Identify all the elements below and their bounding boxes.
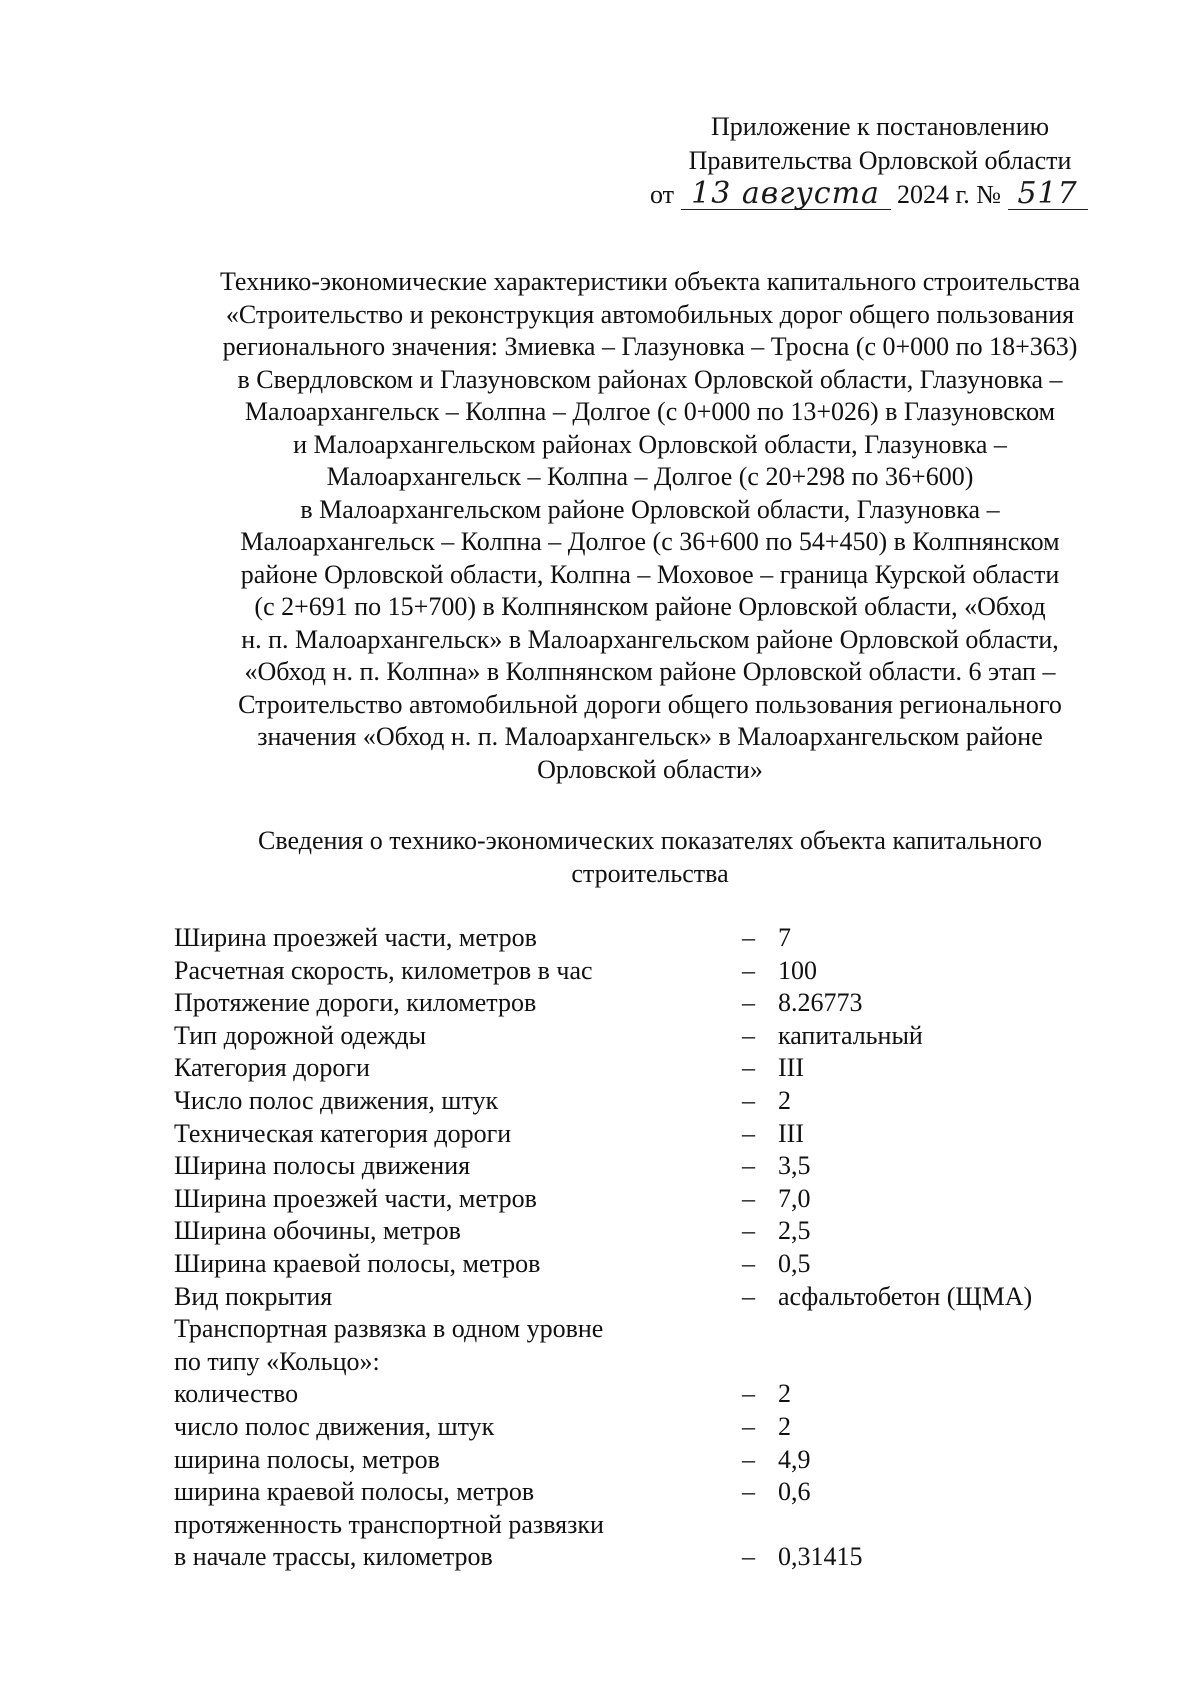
title-line: (с 2+691 по 15+700) в Колпнянском районе Орловской области, «Обход [254, 592, 1046, 621]
spec-label: протяженность транспортной развязки [174, 1509, 604, 1539]
title-line: значения «Обход н. п. Малоархангельск» в Малоархангельском районе [257, 722, 1043, 751]
spec-dash: – [742, 1118, 755, 1148]
title-line: районе Орловской области, Колпна – Моховое – граница Курской области [240, 559, 1060, 589]
spec-row [174, 1183, 1134, 1216]
spec-row [174, 1378, 1134, 1411]
spec-value: 2,5 [778, 1216, 811, 1246]
spec-value: асфальтобетон (ЩМА) [778, 1281, 1033, 1311]
spec-row [174, 1248, 1134, 1281]
document-subtitle [150, 825, 1150, 890]
spec-row [174, 1444, 1134, 1477]
title-line: Малоархангельск – Колпна – Долгое (с 20+298 по 36+600) [326, 462, 974, 491]
handwritten-number: 517 [1008, 179, 1088, 210]
spec-dash: – [742, 1379, 755, 1409]
spec-label: число полос движения, штук [174, 1411, 495, 1441]
spec-label: по типу «Кольцо»: [174, 1346, 380, 1376]
spec-label: Ширина проезжей части, метров [174, 1183, 537, 1213]
spec-row [174, 1509, 1134, 1542]
approval-prefix: от [650, 180, 675, 209]
spec-label: Число полос движения, штук [174, 1085, 499, 1115]
spec-row [174, 1346, 1134, 1379]
spec-dash: – [742, 1444, 755, 1474]
approval-line-1: Приложение к постановлению [710, 112, 1050, 141]
spec-row [174, 922, 1134, 955]
spec-dash: – [742, 1216, 755, 1246]
spec-value: 0,5 [778, 1248, 811, 1278]
spec-dash: – [742, 1020, 755, 1050]
spec-value: 0,6 [778, 1477, 811, 1507]
approval-line-2: Правительства Орловской области [688, 146, 1072, 175]
spec-row [174, 1118, 1134, 1151]
spec-value: III [778, 1118, 804, 1148]
spec-label: в начале трассы, километров [174, 1542, 493, 1572]
spec-row [174, 1313, 1134, 1346]
spec-dash: – [742, 1248, 755, 1278]
spec-row [174, 1215, 1134, 1248]
spec-label: Категория дороги [174, 1053, 370, 1083]
subtitle-line: Сведения о технико-экономических показателях объекта капитального [258, 826, 1042, 855]
spec-value: 7 [778, 923, 791, 952]
title-line: в Малоархангельском районе Орловской области, Глазуновка – [300, 494, 1000, 524]
spec-row [174, 1150, 1134, 1183]
spec-label: ширина полосы, метров [174, 1444, 440, 1474]
spec-value: 2 [778, 1411, 791, 1441]
spec-value: 0,31415 [778, 1542, 863, 1572]
spec-dash: – [742, 1477, 755, 1507]
title-line: регионального значения: Змиевка – Глазуновка – Тросна (с 0+000 по 18+363) [222, 332, 1078, 361]
spec-label: Тип дорожной одежды [174, 1020, 427, 1050]
spec-row [174, 1411, 1134, 1444]
spec-dash: – [742, 923, 755, 952]
title-line: в Свердловском и Глазуновском районах Орловской области, Глазуновка – [237, 364, 1063, 394]
spec-value: 4,9 [778, 1444, 811, 1474]
spec-dash: – [742, 1183, 755, 1213]
approval-date-line [640, 178, 1120, 212]
title-line: Малоархангельск – Колпна – Долгое (с 36+600 по 54+450) в Колпнянском [240, 527, 1060, 556]
approval-year-suffix: 2024 г. № [897, 180, 1002, 209]
spec-label: Вид покрытия [174, 1281, 333, 1311]
spec-label: Протяжение дороги, километров [174, 988, 537, 1018]
spec-value: 3,5 [778, 1151, 811, 1181]
spec-dash: – [742, 1151, 755, 1181]
spec-label: Техническая категория дороги [174, 1118, 512, 1148]
approval-header [640, 110, 1120, 212]
spec-label: Ширина краевой полосы, метров [174, 1248, 541, 1278]
spec-row [174, 1020, 1134, 1053]
spec-dash: – [742, 955, 755, 985]
handwritten-date: 13 августа [681, 179, 891, 210]
spec-value: 2 [778, 1379, 791, 1409]
spec-row [174, 1281, 1134, 1314]
spec-label: Ширина обочины, метров [174, 1216, 461, 1246]
title-line: «Обход н. п. Колпна» в Колпнянском районе Орловской области. 6 этап – [244, 657, 1056, 686]
spec-dash: – [742, 1281, 755, 1311]
spec-label: Ширина полосы движения [174, 1151, 471, 1181]
spec-value: 100 [778, 955, 817, 985]
spec-dash: – [742, 1053, 755, 1083]
spec-row [174, 1085, 1134, 1118]
title-line: «Строительство и реконструкция автомобильных дорог общего пользования [225, 299, 1075, 329]
title-line: н. п. Малоархангельск» в Малоархангельском районе Орловской области, [241, 624, 1059, 654]
subtitle-line: строительства [571, 858, 729, 888]
spec-row [174, 1052, 1134, 1085]
spec-row [174, 955, 1134, 988]
spec-value: III [778, 1053, 804, 1083]
spec-dash: – [742, 1411, 755, 1441]
spec-dash: – [742, 1542, 755, 1572]
spec-dash: – [742, 988, 755, 1018]
title-line: Орловской области» [537, 754, 763, 784]
spec-dash: – [742, 1085, 755, 1115]
spec-value: 8.26773 [778, 988, 863, 1018]
spec-label: Ширина проезжей части, метров [174, 923, 537, 952]
title-line: и Малоархангельском районах Орловской области, Глазуновка – [293, 429, 1007, 459]
spec-row [174, 1476, 1134, 1509]
spec-label: Расчетная скорость, километров в час [174, 955, 593, 985]
title-line: Малоархангельск – Колпна – Долгое (с 0+000 по 13+026) в Глазуновском [244, 397, 1056, 426]
spec-row [174, 1541, 1134, 1574]
title-line: Строительство автомобильной дороги общего пользования регионального [238, 689, 1062, 719]
spec-value: капитальный [778, 1020, 923, 1050]
spec-label: ширина краевой полосы, метров [174, 1477, 535, 1507]
title-line: Технико-экономические характеристики объекта капитального строительства [219, 267, 1081, 296]
spec-label: Транспортная развязка в одном уровне [174, 1314, 604, 1344]
document-title [150, 266, 1150, 786]
specs-list [174, 922, 1134, 1574]
spec-row [174, 987, 1134, 1020]
spec-label: количество [174, 1379, 299, 1409]
spec-value: 7,0 [778, 1183, 811, 1213]
spec-value: 2 [778, 1085, 791, 1115]
